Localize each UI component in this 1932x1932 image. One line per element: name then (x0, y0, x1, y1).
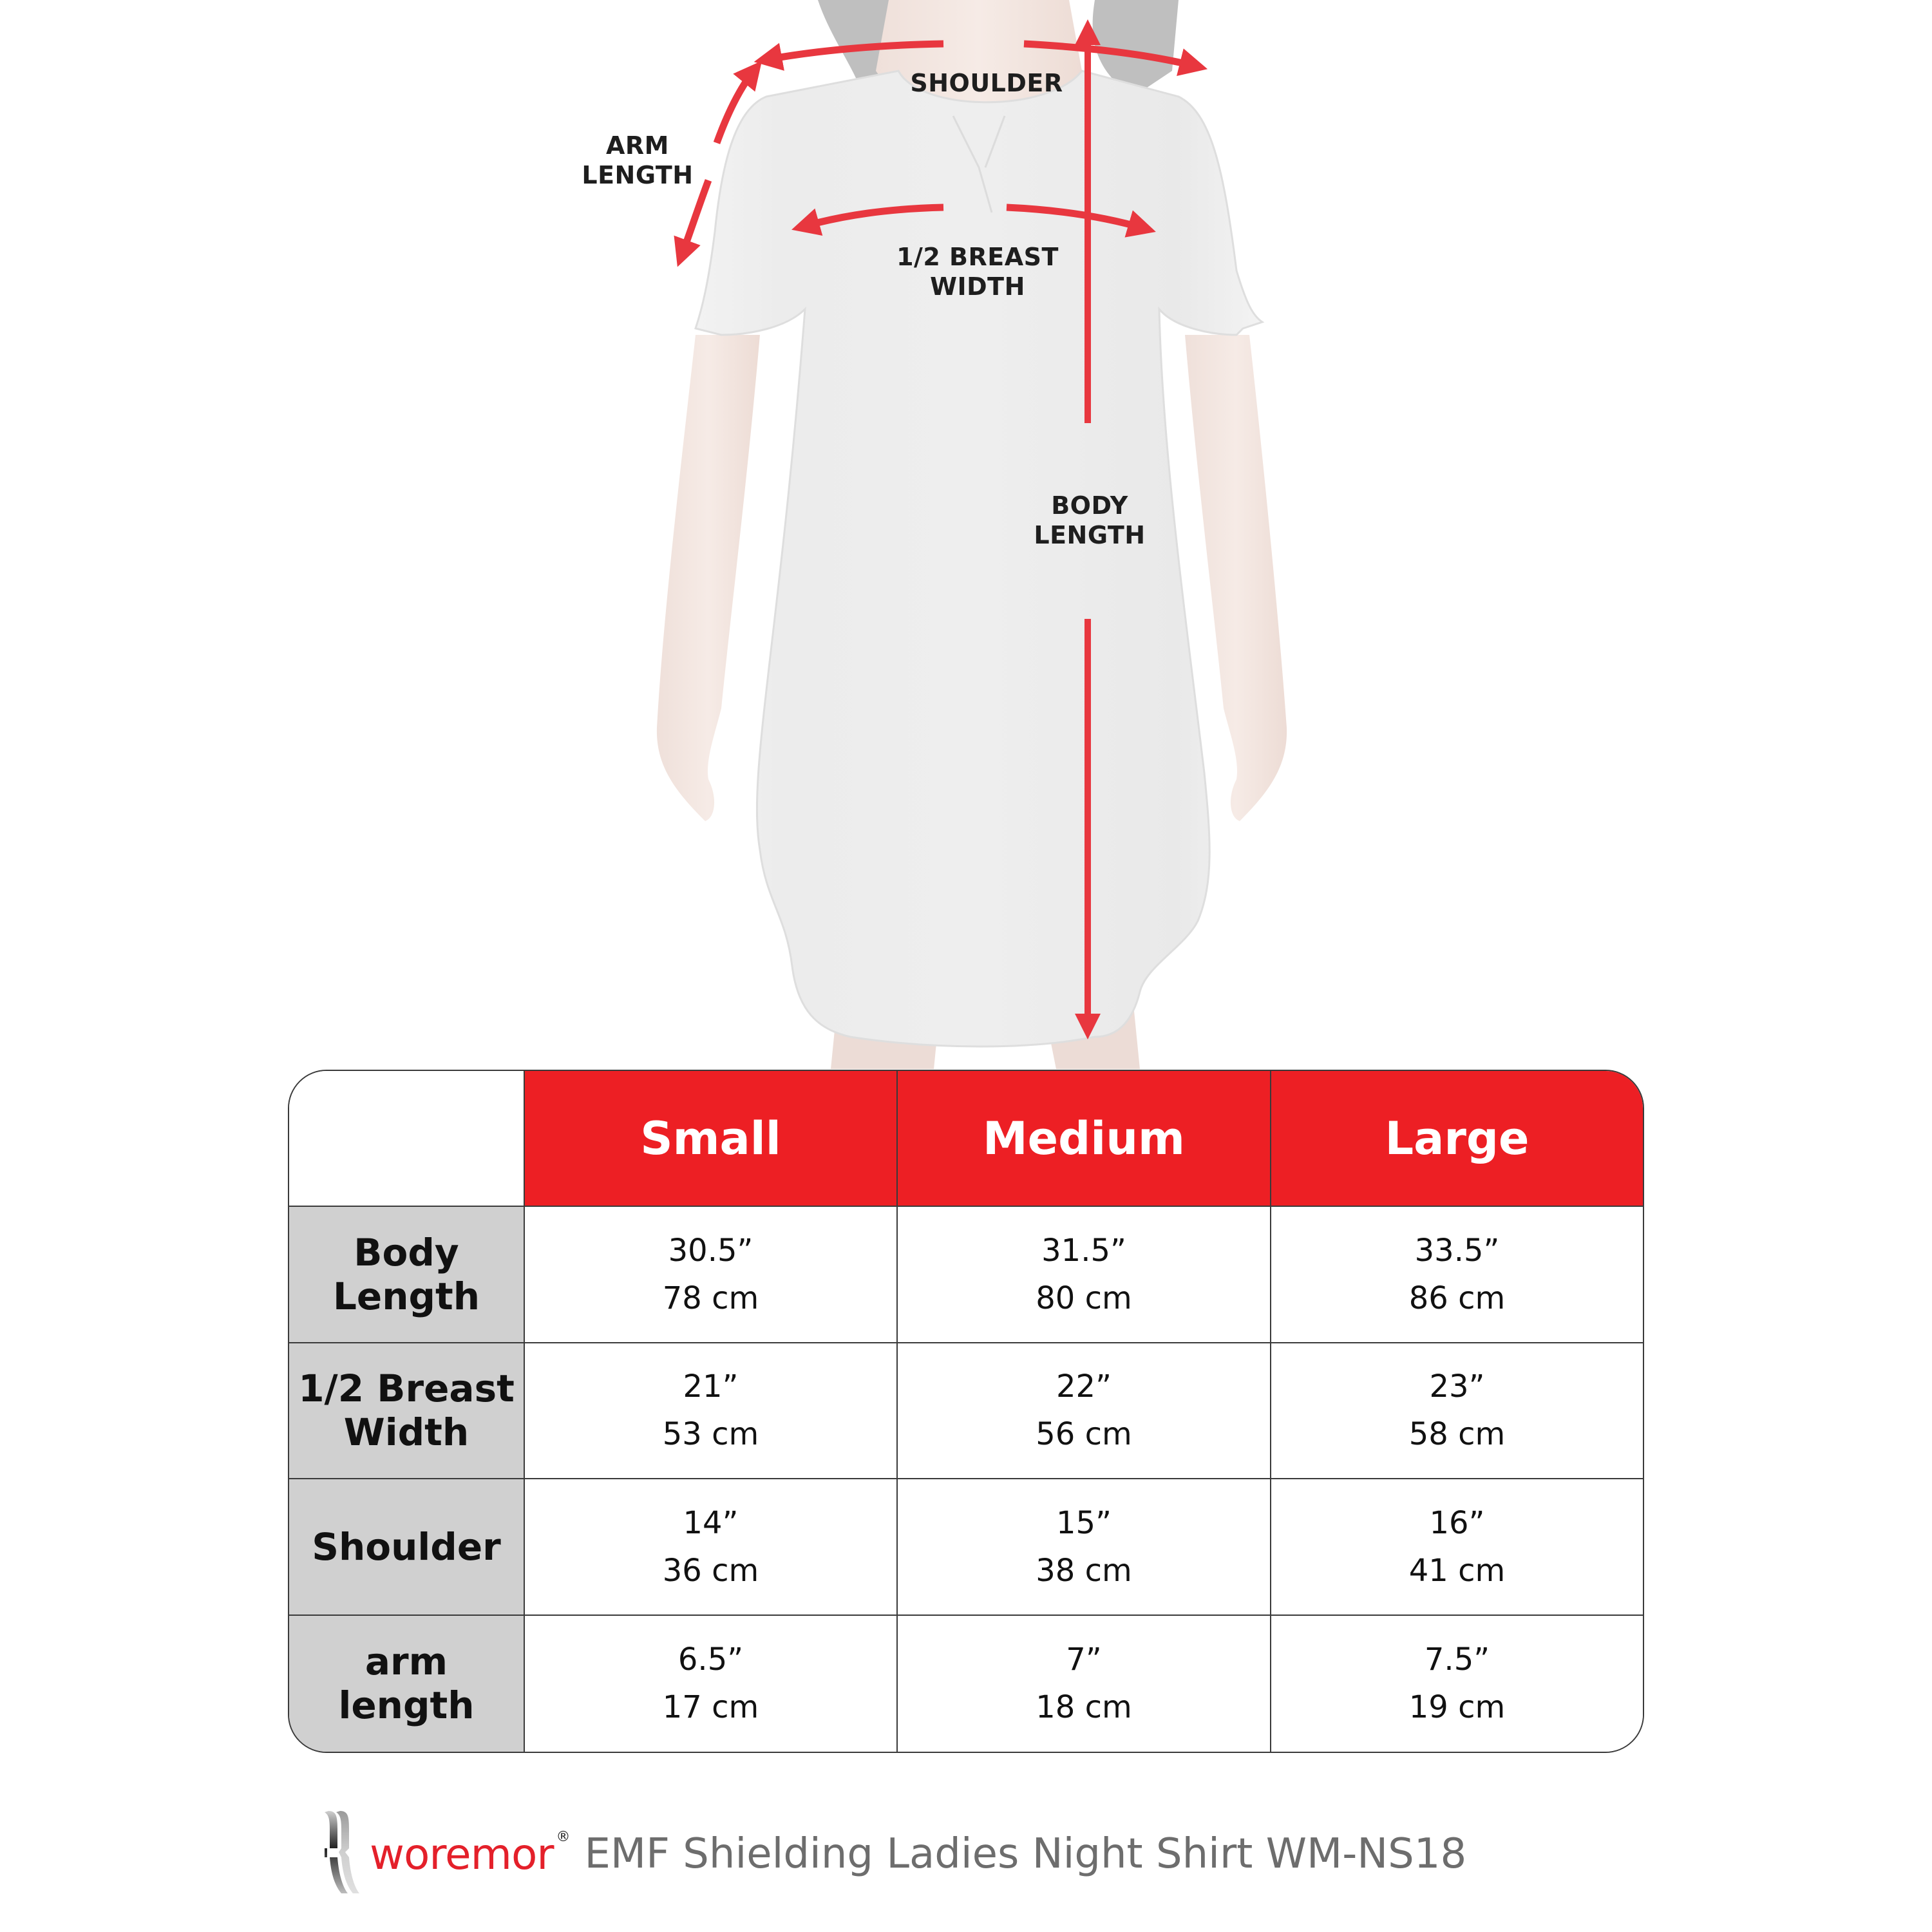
brand-footer (322, 1803, 1623, 1900)
value-cm: 80 cm (1036, 1280, 1132, 1316)
row-header-shoulder (289, 1479, 525, 1616)
table-cell (1271, 1479, 1643, 1616)
column-header-large: Large (1271, 1071, 1643, 1207)
table-cell (1271, 1616, 1643, 1752)
value-inches: 6.5” (677, 1642, 744, 1678)
value-inches: 23” (1429, 1368, 1485, 1405)
value-inches: 31.5” (1041, 1232, 1126, 1269)
value-inches: 16” (1429, 1504, 1485, 1541)
row-header-line: Shoulder (312, 1524, 501, 1569)
body-length-label-line2: LENGTH (1034, 521, 1146, 549)
table-cell (1271, 1343, 1643, 1480)
table-cell (898, 1479, 1271, 1616)
value-cm: 53 cm (662, 1416, 759, 1453)
arm-length-label-line1: ARM (606, 131, 669, 160)
value-inches: 14” (683, 1504, 739, 1541)
breast-width-label (896, 242, 1059, 301)
row-header-breast-width (289, 1343, 525, 1480)
table-corner-cell (289, 1071, 525, 1207)
value-cm: 19 cm (1408, 1689, 1506, 1726)
table-cell (898, 1343, 1271, 1480)
left-arm (657, 335, 760, 821)
value-inches: 33.5” (1414, 1232, 1500, 1269)
table-cell (525, 1343, 898, 1480)
row-header-line: Body (354, 1230, 459, 1274)
arm-length-label (582, 131, 693, 190)
value-cm: 18 cm (1036, 1689, 1132, 1726)
column-header-medium: Medium (898, 1071, 1271, 1207)
value-cm: 56 cm (1036, 1416, 1132, 1453)
body-length-label (1034, 491, 1145, 550)
table-cell (525, 1616, 898, 1752)
value-inches: 30.5” (668, 1232, 753, 1269)
row-header-arm-length (289, 1616, 525, 1752)
value-cm: 58 cm (1408, 1416, 1506, 1453)
column-header-small: Small (525, 1071, 898, 1207)
shoulder-label-text: SHOULDER (910, 69, 1063, 97)
value-inches: 15” (1056, 1504, 1112, 1541)
table-cell (898, 1616, 1271, 1752)
value-inches: 7.5” (1424, 1642, 1490, 1678)
row-header-line: length (338, 1683, 475, 1728)
value-inches: 7” (1066, 1642, 1102, 1678)
row-header-line: Length (332, 1274, 480, 1318)
row-header-line: Width (343, 1410, 469, 1455)
value-inches: 22” (1056, 1368, 1112, 1405)
row-header-body-length (289, 1207, 525, 1343)
brand-name: woremor (370, 1829, 554, 1879)
value-cm: 78 cm (662, 1280, 759, 1316)
table-cell (898, 1207, 1271, 1343)
registered-mark: ® (556, 1829, 571, 1845)
row-header-line: 1/2 Breast (298, 1367, 515, 1411)
breast-width-label-line2: WIDTH (930, 272, 1025, 301)
value-cm: 17 cm (662, 1689, 759, 1726)
shoulder-label (910, 68, 1063, 98)
body-length-label-line1: BODY (1051, 491, 1128, 520)
woremor-logo-icon (322, 1803, 374, 1900)
product-title: EMF Shielding Ladies Night Shirt WM-NS18 (584, 1830, 1467, 1878)
table-cell (525, 1207, 898, 1343)
value-cm: 36 cm (662, 1552, 759, 1589)
value-cm: 41 cm (1408, 1552, 1506, 1589)
night-shirt (696, 71, 1262, 1046)
table-cell (1271, 1207, 1643, 1343)
value-inches: 21” (683, 1368, 739, 1405)
table-cell (525, 1479, 898, 1616)
arm-length-label-line2: LENGTH (582, 161, 694, 189)
row-header-line: arm (365, 1640, 448, 1684)
value-cm: 38 cm (1036, 1552, 1132, 1589)
value-cm: 86 cm (1408, 1280, 1506, 1316)
breast-width-label-line1: 1/2 BREAST (896, 243, 1059, 271)
size-chart-table (288, 1070, 1644, 1753)
